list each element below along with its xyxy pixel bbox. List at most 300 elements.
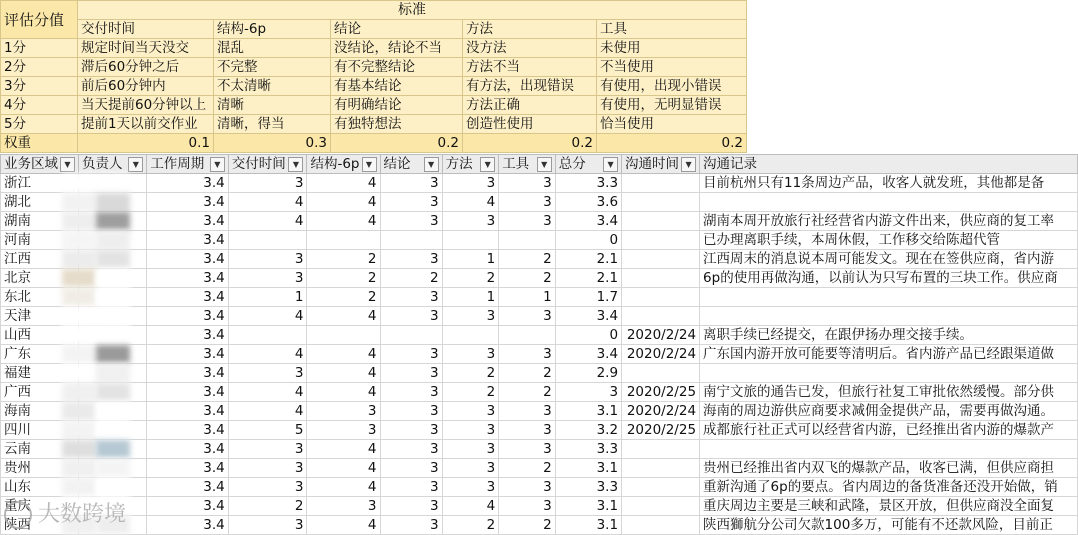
column-header [380, 155, 442, 174]
date-cell[interactable] [622, 478, 700, 497]
tool-cell[interactable]: 3 [499, 440, 556, 459]
delivery-cell[interactable] [228, 231, 307, 250]
table-row [1, 421, 1078, 440]
criteria-header: 结论 [331, 20, 463, 39]
criterion-description: 有方法，出现错误 [463, 77, 597, 96]
blurred-name [62, 193, 132, 211]
region-cell[interactable]: 天津 [1, 307, 79, 326]
region-cell[interactable]: 广东 [1, 345, 79, 364]
weight-value: 0.1 [78, 134, 214, 153]
total-cell[interactable]: 3.3 [555, 440, 621, 459]
column-header-label: 沟通记录 [703, 156, 758, 172]
note-cell[interactable]: 南宁文旅的通告已发，但旅行社复工审批依然缓慢。部分供 [700, 383, 1078, 402]
structure-cell[interactable]: 4 [307, 212, 380, 231]
weight-value: 0.2 [331, 134, 463, 153]
structure-cell[interactable] [307, 231, 380, 250]
region-cell[interactable]: 河南 [1, 231, 79, 250]
delivery-cell[interactable]: 1 [228, 288, 307, 307]
table-row [1, 459, 1078, 478]
tool-cell[interactable]: 3 [499, 421, 556, 440]
column-header-label: 工作周期 [150, 156, 205, 172]
delivery-cell[interactable]: 3 [228, 174, 307, 193]
score-level: 5分 [1, 115, 78, 134]
method-cell[interactable]: 2 [442, 364, 499, 383]
column-header-label: 总分 [558, 156, 586, 172]
region-cell[interactable]: 山东 [1, 478, 79, 497]
conclusion-cell[interactable]: 3 [380, 174, 442, 193]
table-row [1, 440, 1078, 459]
tool-cell[interactable]: 3 [499, 478, 556, 497]
blurred-name [62, 459, 132, 477]
structure-cell[interactable]: 4 [307, 345, 380, 364]
column-header-label: 工具 [502, 156, 530, 172]
blurred-name [62, 364, 132, 382]
tool-cell[interactable]: 2 [499, 250, 556, 269]
total-cell[interactable]: 3.1 [555, 402, 621, 421]
date-cell[interactable] [622, 307, 700, 326]
filter-dropdown-icon[interactable]: ▼ [60, 157, 75, 172]
method-cell[interactable]: 3 [442, 402, 499, 421]
structure-cell[interactable]: 4 [307, 459, 380, 478]
region-cell[interactable]: 贵州 [1, 459, 79, 478]
date-cell[interactable] [622, 250, 700, 269]
delivery-cell[interactable]: 3 [228, 478, 307, 497]
note-cell[interactable]: 陕西獅航分公司欠款100多万，可能有不还款风险，目前正 [700, 516, 1078, 535]
total-cell[interactable]: 2.9 [555, 364, 621, 383]
scoring-rubric-table [0, 0, 747, 153]
delivery-cell[interactable]: 4 [228, 345, 307, 364]
table-row [1, 250, 1078, 269]
criterion-description: 没方法 [463, 39, 597, 58]
blurred-name [62, 288, 132, 306]
weight-value: 0.2 [597, 134, 747, 153]
criterion-description: 混乱 [214, 39, 331, 58]
structure-cell[interactable]: 4 [307, 193, 380, 212]
note-cell[interactable] [700, 440, 1078, 459]
date-cell[interactable] [622, 364, 700, 383]
cycle-cell[interactable]: 3.4 [147, 326, 228, 345]
cycle-cell[interactable]: 3.4 [147, 402, 228, 421]
cycle-cell[interactable]: 3.4 [147, 307, 228, 326]
region-cell[interactable]: 陕西 [1, 516, 79, 535]
filter-dropdown-icon[interactable]: ▼ [537, 157, 552, 172]
table-row [1, 193, 1078, 212]
column-header-label: 交付时间 [231, 156, 286, 172]
structure-cell[interactable]: 2 [307, 250, 380, 269]
conclusion-cell[interactable]: 3 [380, 421, 442, 440]
structure-cell[interactable]: 4 [307, 516, 380, 535]
region-cell[interactable]: 山西 [1, 326, 79, 345]
tool-cell[interactable] [499, 326, 556, 345]
structure-cell[interactable]: 3 [307, 402, 380, 421]
date-cell[interactable] [622, 193, 700, 212]
table-row [1, 212, 1078, 231]
method-cell[interactable]: 3 [442, 174, 499, 193]
conclusion-cell[interactable]: 3 [380, 307, 442, 326]
total-cell[interactable]: 3.1 [555, 516, 621, 535]
conclusion-cell[interactable]: 3 [380, 288, 442, 307]
delivery-cell[interactable]: 3 [228, 440, 307, 459]
region-cell[interactable]: 江西 [1, 250, 79, 269]
evaluation-data-table [0, 154, 1078, 535]
blurred-name [62, 402, 132, 420]
note-cell[interactable]: 离职手续已经提交，在跟伊扬办理交接手续。 [700, 326, 1078, 345]
date-cell[interactable] [622, 174, 700, 193]
cycle-cell[interactable]: 3.4 [147, 459, 228, 478]
method-cell[interactable]: 2 [442, 516, 499, 535]
note-cell[interactable]: 海南的周边游供应商要求减佣金提供产品，需要再做沟通。 [700, 402, 1078, 421]
delivery-cell[interactable]: 4 [228, 193, 307, 212]
cycle-cell[interactable]: 3.4 [147, 421, 228, 440]
note-cell[interactable]: 成都旅行社正式可以经营省内游，已经推出省内游的爆款产 [700, 421, 1078, 440]
note-cell[interactable]: 目前杭州只有11条周边产品，收客人就发班，其他都是备 [700, 174, 1078, 193]
conclusion-cell[interactable] [380, 326, 442, 345]
note-cell[interactable] [700, 288, 1078, 307]
note-cell[interactable] [700, 307, 1078, 326]
filter-dropdown-icon[interactable]: ▼ [288, 157, 303, 172]
conclusion-cell[interactable] [380, 231, 442, 250]
total-cell[interactable]: 3.3 [555, 478, 621, 497]
score-level: 2分 [1, 58, 78, 77]
tool-cell[interactable]: 3 [499, 174, 556, 193]
delivery-cell[interactable]: 4 [228, 383, 307, 402]
method-cell[interactable]: 2 [442, 269, 499, 288]
criterion-description: 滞后60分钟之后 [78, 58, 214, 77]
cycle-cell[interactable]: 3.4 [147, 212, 228, 231]
date-cell[interactable]: 2020/2/24 [622, 402, 700, 421]
weight-label: 权重 [1, 134, 78, 153]
delivery-cell[interactable]: 3 [228, 364, 307, 383]
method-cell[interactable] [442, 231, 499, 250]
total-cell[interactable]: 0 [555, 326, 621, 345]
total-cell[interactable]: 3 [555, 383, 621, 402]
filter-dropdown-icon[interactable]: ▼ [681, 157, 696, 172]
conclusion-cell[interactable]: 3 [380, 364, 442, 383]
region-cell[interactable]: 云南 [1, 440, 79, 459]
conclusion-cell[interactable]: 2 [380, 269, 442, 288]
standard-header: 标准 [78, 1, 747, 20]
conclusion-cell[interactable]: 3 [380, 516, 442, 535]
column-header-label: 结构-6p [310, 156, 360, 172]
criteria-header: 结构-6p [214, 20, 331, 39]
blurred-name [62, 440, 132, 458]
column-header [228, 155, 307, 174]
tool-cell[interactable]: 2 [499, 383, 556, 402]
criterion-description: 有独特想法 [331, 115, 463, 134]
column-header [700, 155, 1078, 174]
cycle-cell[interactable]: 3.4 [147, 497, 228, 516]
table-row [1, 497, 1078, 516]
cycle-cell[interactable]: 3.4 [147, 516, 228, 535]
conclusion-cell[interactable]: 3 [380, 497, 442, 516]
score-level: 1分 [1, 39, 78, 58]
note-cell[interactable] [700, 193, 1078, 212]
region-cell[interactable]: 东北 [1, 288, 79, 307]
weight-value: 0.2 [463, 134, 597, 153]
total-cell[interactable]: 2.1 [555, 250, 621, 269]
tool-cell[interactable]: 3 [499, 212, 556, 231]
tool-cell[interactable]: 2 [499, 269, 556, 288]
total-cell[interactable]: 3.4 [555, 307, 621, 326]
date-cell[interactable]: 2020/2/24 [622, 326, 700, 345]
method-cell[interactable]: 3 [442, 421, 499, 440]
method-cell[interactable]: 3 [442, 459, 499, 478]
criterion-description: 不太清晰 [214, 77, 331, 96]
tool-cell[interactable]: 3 [499, 307, 556, 326]
total-cell[interactable]: 3.1 [555, 497, 621, 516]
structure-cell[interactable]: 2 [307, 269, 380, 288]
method-cell[interactable]: 2 [442, 383, 499, 402]
delivery-cell[interactable]: 3 [228, 459, 307, 478]
total-cell[interactable]: 3.4 [555, 345, 621, 364]
method-cell[interactable]: 3 [442, 212, 499, 231]
criterion-description: 规定时间当天没交 [78, 39, 214, 58]
blurred-name [62, 326, 132, 344]
date-cell[interactable] [622, 440, 700, 459]
region-cell[interactable]: 湖南 [1, 212, 79, 231]
criterion-description: 方法不当 [463, 58, 597, 77]
region-cell[interactable]: 广西 [1, 383, 79, 402]
criterion-description: 恰当使用 [597, 115, 747, 134]
method-cell[interactable]: 3 [442, 478, 499, 497]
conclusion-cell[interactable]: 3 [380, 193, 442, 212]
table-row [1, 478, 1078, 497]
watermark [4, 497, 126, 529]
region-cell[interactable]: 重庆 [1, 497, 79, 516]
blurred-name [62, 174, 132, 192]
tool-cell[interactable]: 3 [499, 402, 556, 421]
tool-cell[interactable]: 2 [499, 364, 556, 383]
blurred-name [62, 478, 132, 496]
cycle-cell[interactable]: 3.4 [147, 231, 228, 250]
cycle-cell[interactable]: 3.4 [147, 250, 228, 269]
date-cell[interactable] [622, 269, 700, 288]
total-cell[interactable]: 1.7 [555, 288, 621, 307]
conclusion-cell[interactable]: 3 [380, 402, 442, 421]
tool-cell[interactable]: 2 [499, 516, 556, 535]
note-cell[interactable]: 重庆周边主要是三峡和武隆，景区开放，但供应商没全面复 [700, 497, 1078, 516]
total-cell[interactable]: 3.1 [555, 459, 621, 478]
blurred-name [62, 383, 132, 401]
date-cell[interactable]: 2020/2/25 [622, 421, 700, 440]
structure-cell[interactable]: 3 [307, 497, 380, 516]
note-cell[interactable] [700, 364, 1078, 383]
note-cell[interactable]: 重新沟通了6p的要点。省内周边的备货准备还没开始做，销 [700, 478, 1078, 497]
cycle-cell[interactable]: 3.4 [147, 174, 228, 193]
total-cell[interactable]: 3.4 [555, 212, 621, 231]
table-row [1, 307, 1078, 326]
criterion-description: 清晰 [214, 96, 331, 115]
total-cell[interactable]: 3.6 [555, 193, 621, 212]
criterion-description: 方法正确 [463, 96, 597, 115]
region-cell[interactable]: 福建 [1, 364, 79, 383]
note-cell[interactable]: 已办理离职手续，本周休假，工作移交给陈超代管 [700, 231, 1078, 250]
cycle-cell[interactable]: 3.4 [147, 269, 228, 288]
filter-dropdown-icon[interactable]: ▼ [603, 157, 618, 172]
delivery-cell[interactable]: 2 [228, 497, 307, 516]
column-header [442, 155, 499, 174]
tool-cell[interactable]: 3 [499, 497, 556, 516]
criterion-description: 不完整 [214, 58, 331, 77]
tool-cell[interactable]: 3 [499, 345, 556, 364]
note-cell[interactable]: 江西周末的消息说本周可能发文。现在在签供应商，省内游 [700, 250, 1078, 269]
filter-dropdown-icon[interactable]: ▼ [210, 157, 225, 172]
delivery-cell[interactable]: 3 [228, 516, 307, 535]
conclusion-cell[interactable]: 3 [380, 440, 442, 459]
column-header [499, 155, 556, 174]
column-header [555, 155, 621, 174]
tool-cell[interactable]: 2 [499, 459, 556, 478]
total-cell[interactable]: 0 [555, 231, 621, 250]
column-header [79, 155, 147, 174]
filter-dropdown-icon[interactable]: ▼ [362, 157, 377, 172]
watermark-text: 大数跨境 [38, 502, 127, 527]
method-cell[interactable]: 1 [442, 288, 499, 307]
filter-dropdown-icon[interactable]: ▼ [424, 157, 439, 172]
column-header [147, 155, 228, 174]
weight-row [1, 134, 747, 153]
filter-dropdown-icon[interactable]: ▼ [128, 157, 143, 172]
criterion-description: 创造性使用 [463, 115, 597, 134]
criteria-row [1, 20, 747, 39]
date-cell[interactable] [622, 288, 700, 307]
method-cell[interactable]: 4 [442, 497, 499, 516]
cycle-cell[interactable]: 3.4 [147, 478, 228, 497]
delivery-cell[interactable]: 4 [228, 212, 307, 231]
total-cell[interactable]: 3.2 [555, 421, 621, 440]
delivery-cell[interactable]: 3 [228, 250, 307, 269]
method-cell[interactable] [442, 326, 499, 345]
blurred-name [62, 269, 132, 287]
conclusion-cell[interactable]: 3 [380, 459, 442, 478]
rubric-level-row [1, 58, 747, 77]
region-cell[interactable]: 四川 [1, 421, 79, 440]
conclusion-cell[interactable]: 3 [380, 250, 442, 269]
column-header-label: 负责人 [82, 156, 123, 172]
region-cell[interactable]: 北京 [1, 269, 79, 288]
blurred-name [62, 345, 132, 363]
conclusion-cell[interactable]: 3 [380, 345, 442, 364]
criterion-description: 清晰，得当 [214, 115, 331, 134]
method-cell[interactable]: 3 [442, 307, 499, 326]
table-row [1, 364, 1078, 383]
header-row [1, 155, 1078, 174]
structure-cell[interactable]: 3 [307, 421, 380, 440]
tool-cell[interactable]: 1 [499, 288, 556, 307]
score-level: 4分 [1, 96, 78, 115]
region-cell[interactable]: 湖北 [1, 193, 79, 212]
blurred-name [62, 421, 132, 439]
filter-dropdown-icon[interactable]: ▼ [480, 157, 495, 172]
conclusion-cell[interactable]: 3 [380, 478, 442, 497]
structure-cell[interactable] [307, 326, 380, 345]
note-cell[interactable]: 贵州已经推出省内双飞的爆款产品，收客已满，但供应商担 [700, 459, 1078, 478]
criterion-description: 有明确结论 [331, 96, 463, 115]
table-row [1, 345, 1078, 364]
cycle-cell[interactable]: 3.4 [147, 383, 228, 402]
tool-cell[interactable]: 3 [499, 193, 556, 212]
table-row [1, 402, 1078, 421]
criterion-description: 提前1天以前交作业 [78, 115, 214, 134]
structure-cell[interactable]: 4 [307, 440, 380, 459]
rubric-level-row [1, 115, 747, 134]
table-row [1, 269, 1078, 288]
method-cell[interactable]: 3 [442, 440, 499, 459]
cycle-cell[interactable]: 3.4 [147, 288, 228, 307]
structure-cell[interactable]: 4 [307, 383, 380, 402]
criterion-description: 没结论，结论不当 [331, 39, 463, 58]
table-row [1, 288, 1078, 307]
note-cell[interactable]: 6p的使用再做沟通，以前认为只写布置的三块工作。供应商 [700, 269, 1078, 288]
method-cell[interactable]: 1 [442, 250, 499, 269]
date-cell[interactable] [622, 231, 700, 250]
delivery-cell[interactable] [228, 326, 307, 345]
table-row [1, 231, 1078, 250]
region-cell[interactable]: 海南 [1, 402, 79, 421]
blurred-name [62, 250, 132, 268]
delivery-cell[interactable]: 3 [228, 269, 307, 288]
score-label-cell: 评估分值 [1, 1, 78, 39]
cycle-cell[interactable]: 3.4 [147, 193, 228, 212]
column-header-label: 沟通时间 [625, 156, 680, 172]
delivery-cell[interactable]: 4 [228, 402, 307, 421]
table-row [1, 383, 1078, 402]
structure-cell[interactable]: 4 [307, 478, 380, 497]
delivery-cell[interactable]: 4 [228, 307, 307, 326]
criteria-header: 方法 [463, 20, 597, 39]
criteria-header: 工具 [597, 20, 747, 39]
column-header [307, 155, 380, 174]
total-cell[interactable]: 2.1 [555, 269, 621, 288]
structure-cell[interactable]: 4 [307, 174, 380, 193]
delivery-cell[interactable]: 5 [228, 421, 307, 440]
criterion-description: 未使用 [597, 39, 747, 58]
note-cell[interactable]: 广东国内游开放可能要等清明后。省内游产品已经跟渠道做 [700, 345, 1078, 364]
table-row [1, 174, 1078, 193]
column-header-label: 业务区域 [4, 156, 58, 172]
brand-logo-icon [4, 501, 32, 529]
rubric-level-row [1, 77, 747, 96]
rubric-level-row [1, 39, 747, 58]
tool-cell[interactable] [499, 231, 556, 250]
column-header-label: 结论 [383, 156, 411, 172]
date-cell[interactable]: 2020/2/25 [622, 383, 700, 402]
date-cell[interactable] [622, 497, 700, 516]
cycle-cell[interactable]: 3.4 [147, 345, 228, 364]
criterion-description: 有基本结论 [331, 77, 463, 96]
structure-cell[interactable]: 4 [307, 307, 380, 326]
region-cell[interactable]: 浙江 [1, 174, 79, 193]
note-cell[interactable]: 湖南本周开放旅行社经营省内游文件出来，供应商的复工率 [700, 212, 1078, 231]
method-cell[interactable]: 3 [442, 345, 499, 364]
conclusion-cell[interactable]: 3 [380, 212, 442, 231]
structure-cell[interactable]: 4 [307, 364, 380, 383]
weight-value: 0.3 [214, 134, 331, 153]
criterion-description: 前后60分钟内 [78, 77, 214, 96]
cycle-cell[interactable]: 3.4 [147, 440, 228, 459]
method-cell[interactable]: 4 [442, 193, 499, 212]
blurred-name [62, 231, 132, 249]
structure-cell[interactable]: 2 [307, 288, 380, 307]
date-cell[interactable] [622, 459, 700, 478]
criterion-description: 不当使用 [597, 58, 747, 77]
date-cell[interactable] [622, 212, 700, 231]
blurred-name [62, 307, 132, 325]
cycle-cell[interactable]: 3.4 [147, 364, 228, 383]
date-cell[interactable]: 2020/2/24 [622, 345, 700, 364]
total-cell[interactable]: 3.3 [555, 174, 621, 193]
conclusion-cell[interactable]: 3 [380, 383, 442, 402]
